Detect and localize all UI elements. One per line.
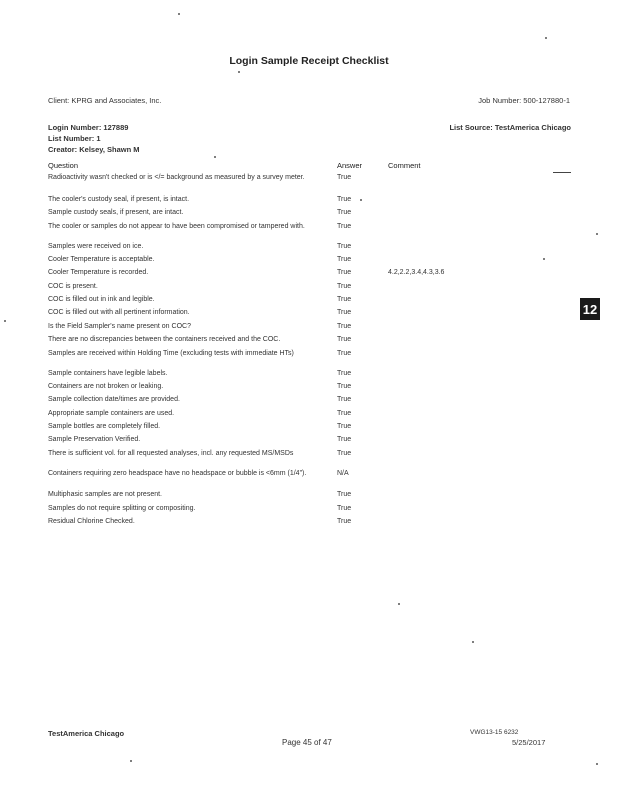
question-cell: Sample collection date/times are provided. (48, 396, 180, 403)
comment-header: Comment (388, 161, 421, 170)
question-cell: Appropriate sample containers are used. (48, 410, 175, 417)
answer-cell: True (337, 209, 352, 216)
scan-speck (472, 641, 474, 643)
list-number: List Number: 1 (48, 134, 101, 143)
question-cell: The cooler or samples do not appear to have been compromised or tampered with. (48, 223, 305, 230)
question-cell: Samples do not require splitting or compositing. (48, 505, 196, 512)
question-cell: Radioactivity wasn't checked or is </= background as measured by a survey meter. (48, 174, 305, 181)
answer-header: Answer (337, 161, 363, 170)
comment-cell: 4.2,2.2,3.4,4.3,3.6 (388, 269, 445, 276)
question-cell: Cooler Temperature is recorded. (48, 269, 149, 276)
answer-cell: True (337, 396, 352, 403)
question-cell: There is sufficient vol. for all requested analyses, incl. any requested MS/MSDs (48, 450, 294, 457)
footer-date: 5/25/2017 (512, 738, 546, 747)
answer-cell: True (337, 269, 352, 276)
question-cell: Sample custody seals, if present, are intact. (48, 209, 184, 216)
page-title: Login Sample Receipt Checklist (229, 55, 389, 67)
answer-cell: True (337, 196, 352, 203)
answer-cell: True (337, 336, 352, 343)
question-cell: COC is filled out with all pertinent information. (48, 309, 190, 316)
answer-cell: True (337, 383, 352, 390)
scan-speck (238, 71, 240, 73)
scan-speck (596, 763, 598, 765)
question-cell: There are no discrepancies between the containers received and the COC. (48, 336, 281, 343)
question-cell: Residual Chlorine Checked. (48, 518, 135, 525)
answer-cell: True (337, 243, 352, 250)
scan-speck (545, 37, 547, 39)
question-cell: COC is filled out in ink and legible. (48, 296, 155, 303)
answer-cell: N/A (337, 470, 349, 477)
answer-cell: True (337, 450, 352, 457)
scan-speck (178, 13, 180, 15)
login-number: Login Number: 127889 (48, 123, 129, 132)
answer-cell: True (337, 505, 352, 512)
scan-speck (543, 258, 545, 260)
answer-cell: True (337, 174, 352, 181)
answer-cell: True (337, 491, 352, 498)
answer-cell: True (337, 423, 352, 430)
scan-speck (360, 199, 362, 201)
answer-cell: True (337, 410, 352, 417)
question-cell: Cooler Temperature is acceptable. (48, 256, 155, 263)
answer-cell: True (337, 436, 352, 443)
section-tab: 12 (580, 298, 600, 320)
question-cell: COC is present. (48, 283, 98, 290)
question-cell: Is the Field Sampler's name present on COC? (48, 323, 191, 330)
list-source: List Source: TestAmerica Chicago (449, 123, 571, 132)
scan-speck (596, 233, 598, 235)
question-cell: Samples were received on ice. (48, 243, 144, 250)
page-number: Page 45 of 47 (282, 738, 332, 747)
creator: Creator: Kelsey, Shawn M (48, 145, 140, 154)
scan-speck (130, 760, 132, 762)
answer-cell: True (337, 309, 352, 316)
answer-cell: True (337, 223, 352, 230)
answer-cell: True (337, 296, 352, 303)
footer-code: VWG13-15 6232 (470, 729, 519, 736)
job-number: Job Number: 500-127880-1 (478, 96, 570, 105)
footer-company: TestAmerica Chicago (48, 729, 125, 738)
question-cell: Sample bottles are completely filled. (48, 423, 161, 430)
scan-speck (4, 320, 6, 322)
answer-cell: True (337, 283, 352, 290)
question-cell: Containers are not broken or leaking. (48, 383, 164, 390)
scan-speck (214, 156, 216, 158)
answer-cell: True (337, 256, 352, 263)
answer-cell: True (337, 323, 352, 330)
scan-speck (398, 603, 400, 605)
question-cell: Sample containers have legible labels. (48, 370, 168, 377)
question-cell: The cooler's custody seal, if present, is intact. (48, 196, 190, 203)
answer-cell: True (337, 518, 352, 525)
question-cell: Sample Preservation Verified. (48, 436, 141, 443)
answer-cell: True (337, 370, 352, 377)
question-cell: Multiphasic samples are not present. (48, 491, 162, 498)
client-line: Client: KPRG and Associates, Inc. (48, 96, 162, 105)
answer-cell: True (337, 350, 352, 357)
question-header: Question (48, 161, 79, 170)
question-cell: Samples are received within Holding Time (excluding tests with immediate HTs) (48, 350, 294, 357)
question-cell: Containers requiring zero headspace have no headspace or bubble is <6mm (1/4"). (48, 470, 307, 477)
header-rule (553, 172, 571, 173)
